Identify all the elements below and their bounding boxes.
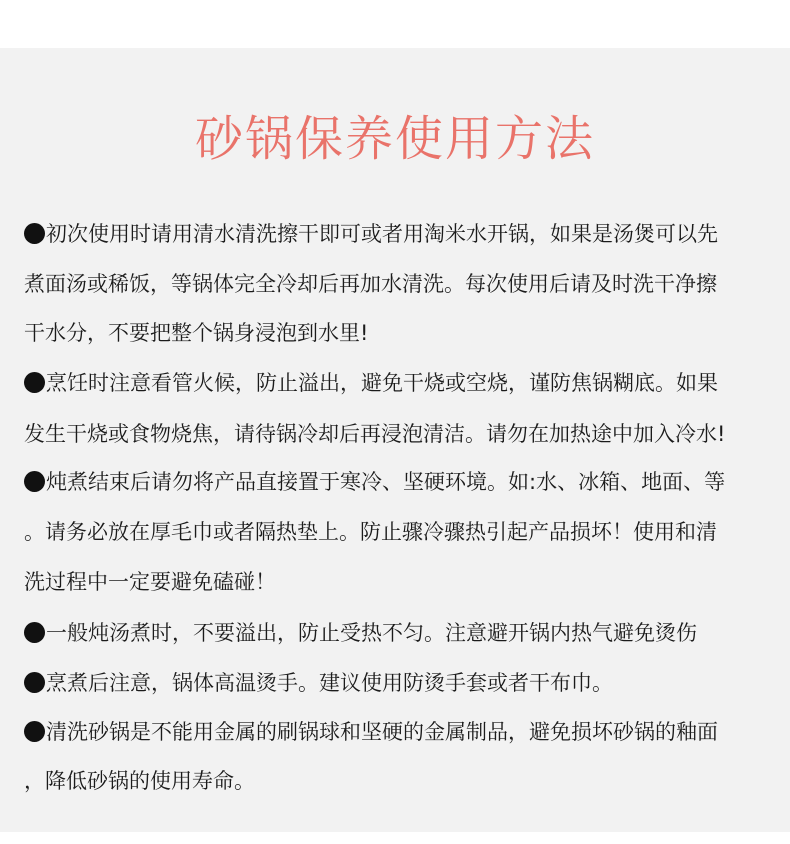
text-line: 烹饪时注意看管火候，防止溢出，避免干烧或空烧，谨防焦锅糊底。如果 <box>24 368 784 398</box>
text-line: 炖煮结束后请勿将产品直接置于寒冷、坚硬环境。如:水、冰箱、地面、等 <box>24 467 784 497</box>
text-line: 初次使用时请用清水清洗擦干即可或者用淘米水开锅，如果是汤煲可以先 <box>24 219 784 249</box>
text-line: 一般炖汤煮时，不要溢出，防止受热不匀。注意避开锅内热气避免烫伤 <box>24 618 784 648</box>
page-title: 砂锅保养使用方法 <box>194 111 595 167</box>
bullet-icon <box>24 672 45 693</box>
bullet-icon <box>24 721 45 742</box>
text-line: 。请务必放在厚毛巾或者隔热垫上。防止骤冷骤热引起产品损坏！使用和清 <box>24 520 717 544</box>
text-line: 洗过程中一定要避免磕碰！ <box>24 570 276 594</box>
bullet-icon <box>24 223 45 244</box>
text-line: 清洗砂锅是不能用金属的刷锅球和坚硬的金属制品，避免损坏砂锅的釉面 <box>24 717 784 747</box>
bullet-icon <box>24 471 45 492</box>
text-line: 烹煮后注意，锅体高温烫手。建议使用防烫手套或者干布巾。 <box>24 668 784 698</box>
text-line: 煮面汤或稀饭，等锅体完全冷却后再加水清洗。每次使用后请及时洗干净擦 <box>24 272 717 296</box>
bullet-icon <box>24 372 45 393</box>
text-line: ，降低砂锅的使用寿命。 <box>24 769 255 793</box>
text-line: 干水分，不要把整个锅身浸泡到水里! <box>24 321 369 345</box>
bullet-icon <box>24 622 45 643</box>
text-line: 发生干烧或食物烧焦，请待锅冷却后再浸泡清洁。请勿在加热途中加入冷水! <box>24 422 726 446</box>
